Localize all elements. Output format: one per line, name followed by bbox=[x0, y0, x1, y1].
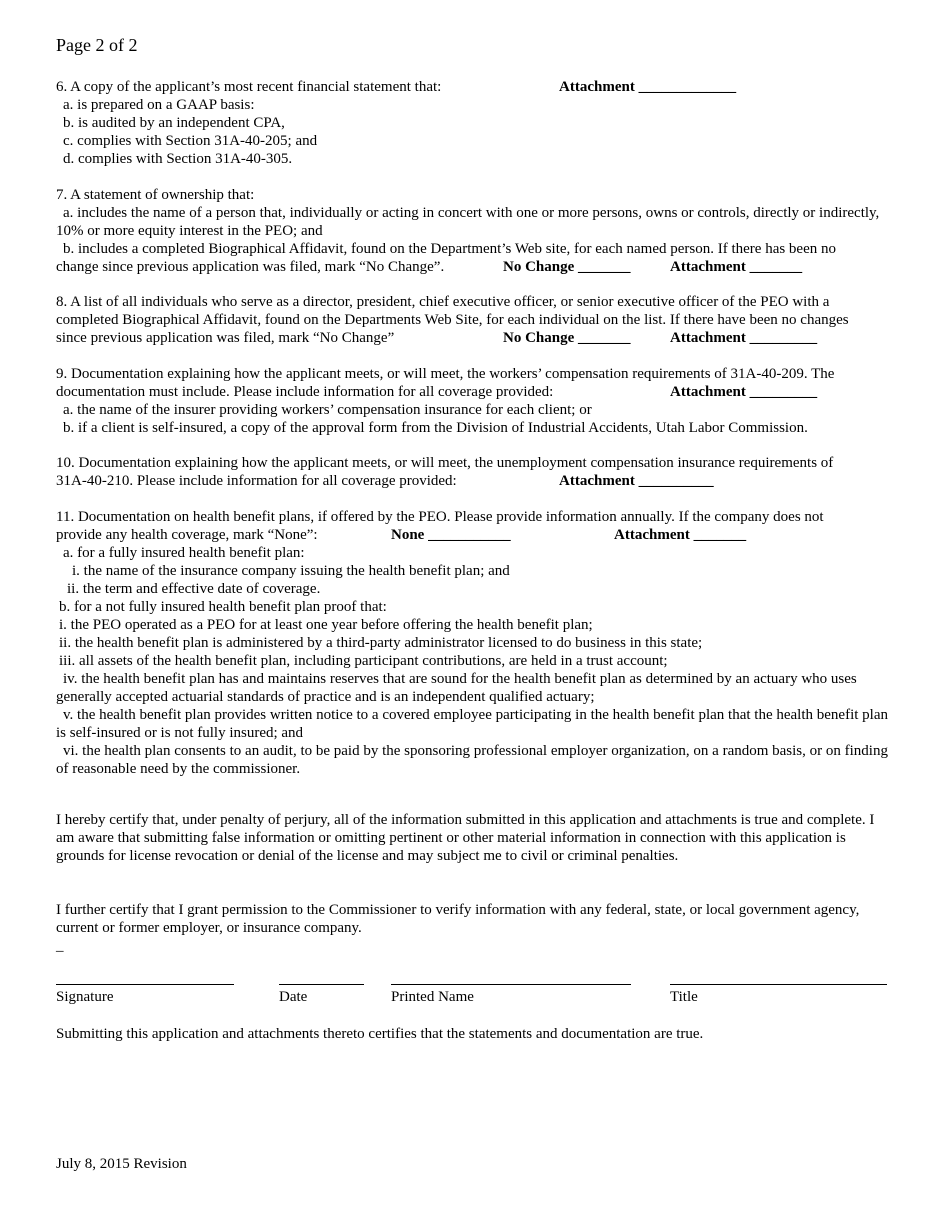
item-9-attachment: Attachment _________ bbox=[670, 384, 818, 400]
item-11-sub-b-vi: vi. the health plan consents to an audit, to be paid by the sponsoring professional employer organization, on a random basis, or on finding of reasonable need by the commissioner. bbox=[56, 743, 888, 777]
revision-date: July 8, 2015 Revision bbox=[56, 1156, 187, 1172]
item-7 bbox=[56, 186, 896, 276]
item-8-line1: 8. A list of all individuals who serve as a director, president, chief executive officer, or senior executive officer of the PEO with a bbox=[56, 294, 830, 310]
printed-name-label: Printed Name bbox=[391, 989, 474, 1005]
item-11-attachment: Attachment _______ bbox=[614, 527, 747, 543]
item-6-sub-d: d. complies with Section 31A-40-305. bbox=[63, 151, 293, 167]
item-11-line1: 11. Documentation on health benefit plans, if offered by the PEO. Please provide information annually. If the company does not bbox=[56, 509, 824, 525]
item-6-sub-b: b. is audited by an independent CPA, bbox=[63, 115, 285, 131]
title-line[interactable] bbox=[670, 984, 887, 985]
item-11-sub-b: b. for a not fully insured health benefit plan proof that: bbox=[59, 599, 387, 615]
item-11 bbox=[56, 508, 896, 778]
item-11-sub-a-i: i. the name of the insurance company issuing the health benefit plan; and bbox=[72, 563, 510, 579]
closing-statement: Submitting this application and attachments thereto certifies that the statements and documentation are true. bbox=[56, 1026, 704, 1042]
item-6 bbox=[56, 78, 896, 168]
item-7-attachment: Attachment _______ bbox=[670, 259, 803, 275]
item-11-none: None ___________ bbox=[391, 527, 511, 543]
item-10-attachment: Attachment __________ bbox=[559, 473, 714, 489]
item-7-b-line1: b. includes a completed Biographical Affidavit, found on the Department’s Web site, for each named person. If there has been no bbox=[63, 241, 836, 257]
item-11-sub-b-iv: iv. the health benefit plan has and maintains reserves that are sound for the health benefit plan as determined by an actuary who uses generally accepted actuarial standards of practice and is an independent qualified actuary; bbox=[56, 671, 857, 705]
item-9-sub-a: a. the name of the insurer providing workers’ compensation insurance for each client; or bbox=[63, 402, 592, 418]
item-9-line1: 9. Documentation explaining how the applicant meets, or will meet, the workers’ compensation requirements of 31A-40-209. The bbox=[56, 366, 835, 382]
item-8-attachment: Attachment _________ bbox=[670, 330, 818, 346]
item-8-line3: since previous application was filed, mark “No Change” bbox=[56, 330, 395, 346]
item-11-sub-b-v: v. the health benefit plan provides written notice to a covered employee participating in the health benefit plan that the health benefit plan is self-insured or is not fully insured; and bbox=[56, 707, 888, 741]
item-11-sub-a: a. for a fully insured health benefit plan: bbox=[63, 545, 305, 561]
date-label: Date bbox=[279, 989, 308, 1005]
printed-name-line[interactable] bbox=[391, 984, 631, 985]
item-6-attachment: Attachment _____________ bbox=[559, 79, 737, 95]
certification-paragraph: I hereby certify that, under penalty of perjury, all of the information submitted in this application and attachments is true and complete. I am aware that submitting false information or omitting pertinent or other material information in connection with this application is grounds for license revocation or denial of the license and may subject me to civil or criminal penalties. bbox=[56, 812, 875, 864]
item-6-sub-a: a. is prepared on a GAAP basis: bbox=[63, 97, 255, 113]
item-8-line2: completed Biographical Affidavit, found on the Departments Web Site, for each individual on the list. If there have been no changes bbox=[56, 312, 849, 328]
item-7-lead: 7. A statement of ownership that: bbox=[56, 187, 255, 203]
item-8-no-change: No Change _______ bbox=[503, 330, 631, 346]
stray-underscore: _ bbox=[56, 938, 64, 954]
item-9 bbox=[56, 365, 896, 437]
item-9-sub-b: b. if a client is self-insured, a copy of the approval form from the Division of Industrial Accidents, Utah Labor Commission. bbox=[63, 420, 808, 436]
item-10 bbox=[56, 454, 896, 490]
item-11-sub-b-ii: ii. the health benefit plan is administered by a third-party administrator licensed to do business in this state; bbox=[59, 635, 703, 651]
date-line[interactable] bbox=[279, 984, 364, 985]
item-9-line2: documentation must include. Please include information for all coverage provided: bbox=[56, 384, 554, 400]
item-7-b-line2: change since previous application was filed, mark “No Change”. bbox=[56, 259, 445, 275]
item-10-line2: 31A-40-210. Please include information for all coverage provided: bbox=[56, 473, 457, 489]
title-label: Title bbox=[670, 989, 698, 1005]
item-11-sub-a-ii: ii. the term and effective date of coverage. bbox=[67, 581, 321, 597]
item-6-lead: 6. A copy of the applicant’s most recent financial statement that: bbox=[56, 79, 442, 95]
signature-line[interactable] bbox=[56, 984, 234, 985]
item-11-sub-b-iii: iii. all assets of the health benefit plan, including participant contributions, are held in a trust account; bbox=[59, 653, 668, 669]
item-11-sub-b-i: i. the PEO operated as a PEO for at least one year before offering the health benefit plan; bbox=[59, 617, 593, 633]
item-7-a: a. includes the name of a person that, individually or acting in concert with one or more persons, owns or controls, directly or indirectly, 10% or more equity interest in the PEO; and bbox=[56, 205, 880, 239]
page-number: Page 2 of 2 bbox=[56, 35, 138, 55]
item-7-no-change: No Change _______ bbox=[503, 259, 631, 275]
item-6-sub-c: c. complies with Section 31A-40-205; and bbox=[63, 133, 318, 149]
item-11-line2: provide any health coverage, mark “None”: bbox=[56, 527, 318, 543]
item-8 bbox=[56, 293, 896, 347]
item-10-line1: 10. Documentation explaining how the applicant meets, or will meet, the unemployment compensation insurance requirements of bbox=[56, 455, 834, 471]
permission-paragraph: I further certify that I grant permission to the Commissioner to verify information with any federal, state, or local government agency, current or former employer, or insurance company. bbox=[56, 902, 860, 936]
signature-label: Signature bbox=[56, 989, 114, 1005]
